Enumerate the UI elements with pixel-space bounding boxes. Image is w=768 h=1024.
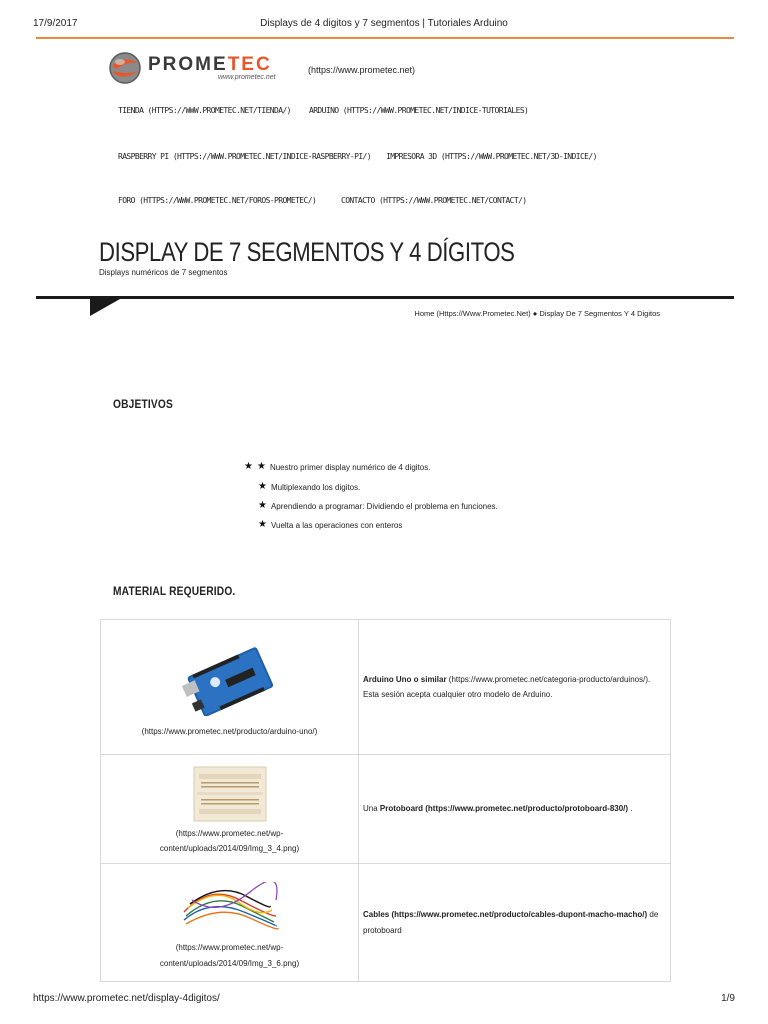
image-cell — [101, 620, 359, 755]
logo-globe-icon — [108, 51, 142, 85]
title-rule-accent — [90, 299, 120, 316]
nav-raspberry-pi[interactable]: RASPBERRY PI (HTTPS://WWW.PROMETEC.NET/INDICE-RASPBERRY-PI/) — [118, 152, 371, 161]
print-date: 17/9/2017 — [33, 18, 78, 29]
breadcrumb[interactable]: Home (Https://Www.Prometec.Net) ● Display De 7 Segmentos Y 4 Digitos — [414, 309, 660, 318]
header-rule — [36, 37, 734, 39]
logo-url[interactable]: (https://www.prometec.net) — [308, 65, 416, 75]
print-title: Displays de 4 digitos y 7 segmentos | Tutoriales Arduino — [260, 18, 508, 29]
nav-foro[interactable]: FORO (HTTPS://WWW.PROMETEC.NET/FOROS-PROMETEC/) — [118, 196, 317, 205]
image-link[interactable]: content/uploads/2014/09/Img_3_6.png) — [159, 958, 300, 968]
description-cell: Cables (https://www.prometec.net/producto/cables-dupont-macho-macho/) de protoboard — [359, 864, 671, 982]
cables-image[interactable] — [111, 868, 348, 940]
objective-item: ★ Vuelta a las operaciones con enteros — [258, 519, 403, 530]
table-row — [101, 755, 671, 864]
protoboard-image[interactable] — [111, 756, 348, 826]
title-rule — [36, 296, 734, 299]
nav-tienda[interactable]: TIENDA (HTTPS://WWW.PROMETEC.NET/TIENDA/) — [118, 106, 291, 115]
description-cell: Una Protoboard (https://www.prometec.net/producto/protoboard-830/) . — [359, 755, 671, 864]
print-footer-url: https://www.prometec.net/display-4digitos/ — [33, 993, 220, 1004]
image-cell — [101, 755, 359, 864]
table-row — [101, 864, 671, 982]
star-icon: ★ — [258, 481, 267, 492]
objective-item: ★ Multiplexando los digitos. — [258, 481, 361, 492]
item-link[interactable]: Arduino Uno o similar — [363, 674, 447, 684]
image-link[interactable]: (https://www.prometec.net/wp- — [175, 828, 284, 838]
print-header — [0, 0, 768, 40]
nav-contacto[interactable]: CONTACTO (HTTPS://WWW.PROMETEC.NET/CONTACT/) — [341, 196, 527, 205]
star-icon: ★ — [258, 519, 267, 530]
page-subtitle: Displays numéricos de 7 segmentos — [99, 268, 228, 277]
star-icon: ★ — [258, 500, 267, 511]
description-cell: Arduino Uno o similar (https://www.prometec.net/categoria-producto/arduinos/). Esta sesión acepta cualquier otro modelo de Arduino. — [359, 620, 671, 755]
print-page-number: 1/9 — [721, 993, 735, 1004]
item-link[interactable]: Cables (https://www.prometec.net/producto/cables-dupont-macho-macho/) — [363, 910, 648, 920]
logo-subtext: www.prometec.net — [218, 74, 276, 81]
image-link[interactable]: content/uploads/2014/09/Img_3_4.png) — [159, 844, 300, 853]
material-heading: MATERIAL REQUERIDO. — [113, 584, 236, 598]
table-row — [101, 620, 671, 755]
objective-item: ★ Aprendiendo a programar: Dividiendo el problema en funciones. — [258, 500, 498, 511]
logo-wordmark: PROMETEC — [148, 54, 272, 75]
star-icon: ★ — [244, 461, 253, 472]
page-title: DISPLAY DE 7 SEGMENTOS Y 4 DÍGITOS — [99, 237, 515, 267]
nav-impresora-3d[interactable]: IMPRESORA 3D (HTTPS://WWW.PROMETEC.NET/3D-INDICE/) — [386, 152, 597, 161]
image-link[interactable]: (https://www.prometec.net/wp- — [175, 943, 284, 953]
star-icon: ★ — [256, 461, 266, 472]
objetivos-heading: OBJETIVOS — [113, 397, 173, 411]
materials-table — [100, 619, 671, 982]
nav-arduino[interactable]: ARDUINO (HTTPS://WWW.PROMETEC.NET/INDICE-TUTORIALES) — [309, 106, 529, 115]
objective-item: ★ ★ Nuestro primer display numérico de 4 digitos. — [244, 461, 431, 472]
site-logo[interactable] — [108, 50, 308, 86]
image-cell — [101, 864, 359, 982]
arduino-uno-image[interactable] — [111, 628, 348, 724]
image-link[interactable]: (https://www.prometec.net/producto/arduino-uno/) — [141, 727, 318, 737]
item-link[interactable]: Protoboard (https://www.prometec.net/producto/protoboard-830/) — [379, 804, 629, 814]
